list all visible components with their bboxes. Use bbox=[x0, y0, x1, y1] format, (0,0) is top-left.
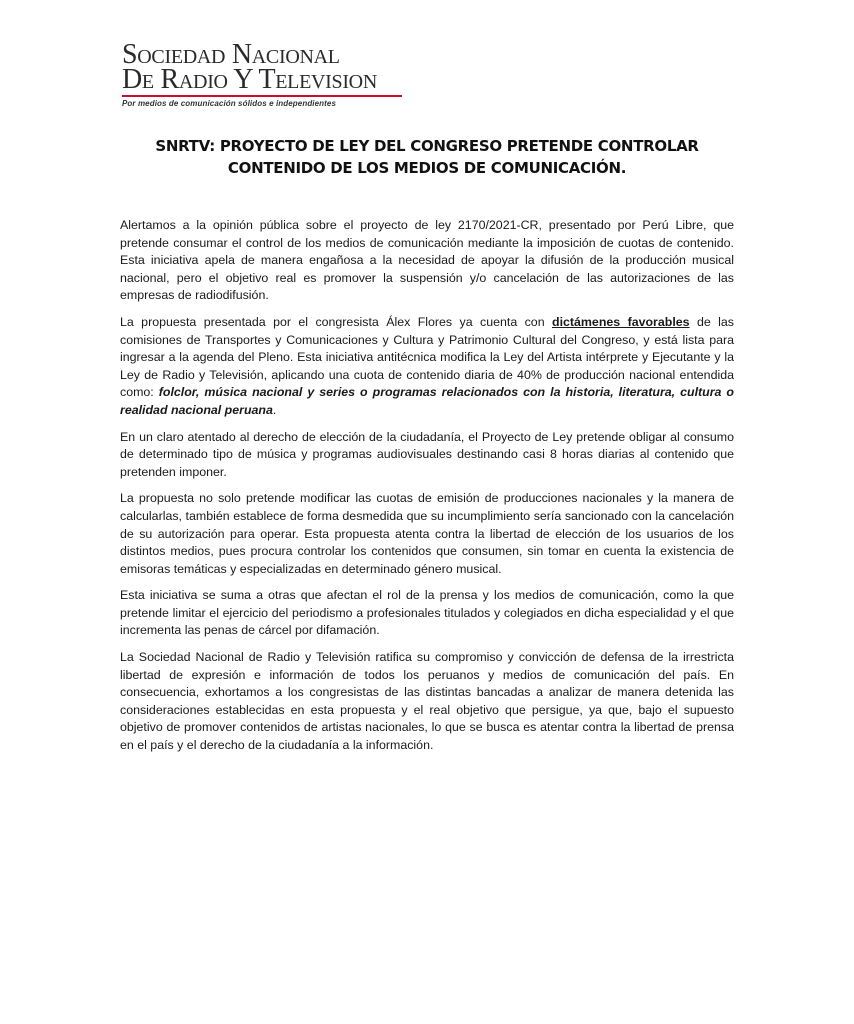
paragraph-2-text-b: de las comisiones de Transportes y Comunicaciones y Cultura y Patrimonio Cultural del Congreso, y está lista para ingresar a la agenda del Pleno. Esta iniciativa antitécnica modifica la Ley del Artista intérprete y Ejecutante y la Ley de Radio y Televisión, aplicando una cuota de contenido diaria de 40% de producción nacional entendida como: bbox=[120, 314, 734, 400]
logo-line-1: Sociedad Nacional bbox=[122, 39, 340, 70]
paragraph-2-end: . bbox=[272, 402, 277, 417]
paragraph-2-text-a: La propuesta presentada por el congresista Álex Flores ya cuenta con bbox=[120, 314, 552, 329]
logo-tagline: Por medios de comunicación sólidos e independientes bbox=[122, 99, 337, 108]
logo-line-2: De Radio Y Television bbox=[122, 64, 377, 95]
paragraph-3: En un claro atentado al derecho de elección de la ciudadanía, el Proyecto de Ley pretende obligar al consumo de determinado tipo de música y programas audiovisuales destinando casi 8 horas diarias al contenido que pretenden imponer. bbox=[120, 429, 734, 479]
document-body bbox=[120, 217, 734, 764]
paragraph-6: La Sociedad Nacional de Radio y Televisión ratifica su compromiso y convicción de defensa de la irrestricta libertad de expresión e información de todos los peruanos y medios de comunicación del país. En consecuencia, exhortamos a los congresistas de las distintas bancadas a analizar de manera detenida las consideraciones establecidas en esta propuesta y el real objetivo que persigue, ya que, bajo el supuesto objetivo de promover contenidos de artistas nacionales, lo que se busca es atentar contra la libertad de prensa en el país y el derecho de la ciudadanía a la información. bbox=[120, 650, 734, 753]
title-line-2: CONTENIDO DE LOS MEDIOS DE COMUNICACIÓN. bbox=[227, 159, 627, 177]
paragraph-2 bbox=[120, 314, 734, 420]
paragraph-1: Alertamos a la opinión pública sobre el proyecto de ley 2170/2021-CR, presentado por Perú Libre, que pretende consumar el control de los medios de comunicación mediante la imposición de cuotas de contenido. Esta iniciativa apela de manera engañosa a la necesidad de apoyar la difusión de la producción musical nacional, pero el objetivo real es promover la suspensión y/o cancelación de las autorizaciones de las empresas de radiodifusión. bbox=[120, 218, 734, 303]
paragraph-4: La propuesta no solo pretende modificar las cuotas de emisión de producciones nacionales y la manera de calcularlas, también establece de forma desmedida que su incumplimiento sería sancionado con la cancelación de su autorización para operar. Esta propuesta atenta contra la libertad de elección de los usuarios de los distintos medios, pues procura controlar los contenidos que consumen, sin tomar en cuenta la existencia de emisoras temáticas y especializadas en determinado género musical. bbox=[120, 491, 734, 576]
logo-red-rule bbox=[122, 95, 402, 97]
snrtv-logo bbox=[122, 39, 404, 108]
dictamenes-favorables-link[interactable]: dictámenes favorables bbox=[552, 314, 690, 329]
paragraph-2-emphasis: folclor, música nacional y series o programas relacionados con la historia, literatura, cultura o realidad nacional peruana bbox=[120, 385, 734, 417]
paragraph-5: Esta iniciativa se suma a otras que afectan el rol de la prensa y los medios de comunicación, como la que pretende limitar el ejercicio del periodismo a profesionales titulados y colegiados en dicha especialidad y el que incrementa las penas de cárcel por difamación. bbox=[120, 588, 734, 638]
title-line-1: SNRTV: PROYECTO DE LEY DEL CONGRESO PRETENDE CONTROLAR bbox=[155, 137, 699, 155]
page-title bbox=[120, 135, 734, 179]
